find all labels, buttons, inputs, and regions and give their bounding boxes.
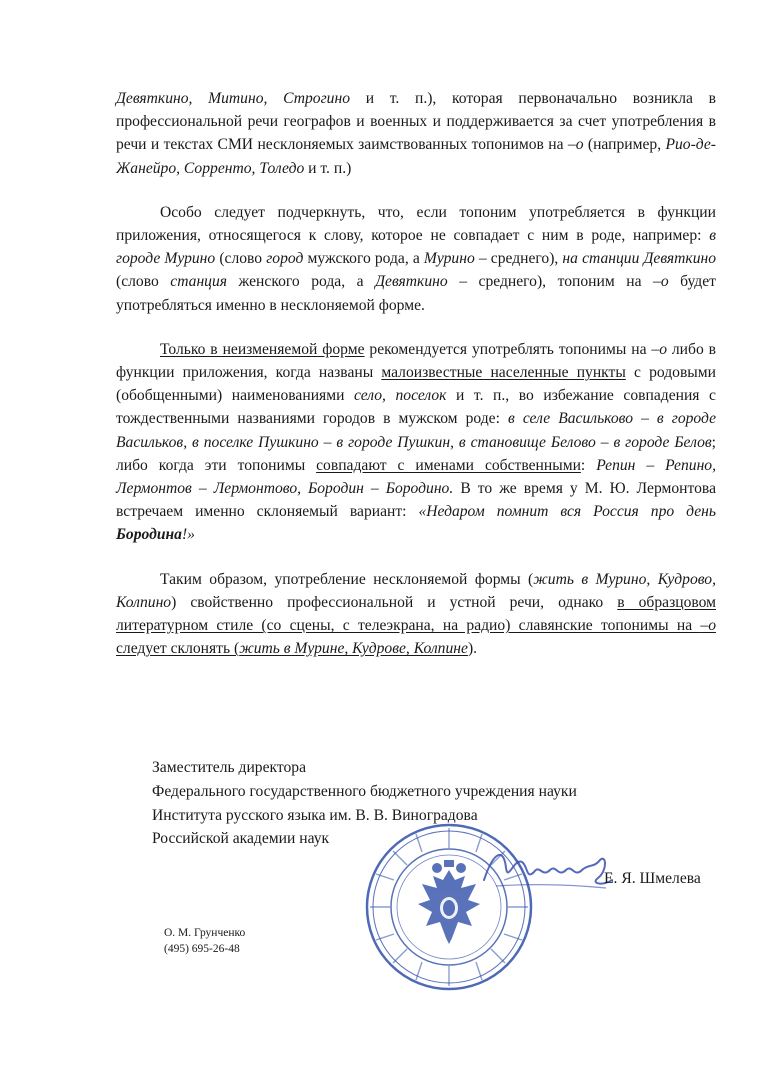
signer-position: Заместитель директора <box>152 759 307 776</box>
handwritten-signature <box>476 840 616 900</box>
paragraph-2: Особо следует подчеркнуть, что, если топоним употребляется в функции приложения, относящегося к слову, которое не совпадает с ним в роде, например: в городе Мурино (слово город мужского рода, а Мурино – среднего), на станции Девяткино (слово станция женского рода, а Девяткино – среднего), топоним на –о будет употребляться именно в несклоняемой форме. <box>116 203 717 314</box>
paragraph-4: Таким образом, употребление несклоняемой формы (жить в Мурино, Кудрово, Колпино) свойственно профессиональной и устной речи, однако в образцовом литературном стиле (со сцены, с телеэкрана, на радио) славянские топонимы на –о следует склонять (жить в Мурине, Кудрове, Колпине). <box>116 570 717 658</box>
institute-line: Института русского языка им. В. В. Виноградова <box>152 806 478 824</box>
organization-line: Федерального государственного бюджетного учреждения науки <box>152 782 577 800</box>
academy-line: Российской академии наук <box>152 830 330 848</box>
signer-name: Е. Я. Шмелева <box>604 870 701 887</box>
contact-info <box>164 925 245 957</box>
paragraph-1: Девяткино, Митино, Строгино и т. п.), которая первоначально возникла в профессиональной речи географов и военных и поддерживается за счет употребления в речи и текстах СМИ несклоняемых заимствованных топонимов на –о (например, Рио-де-Жанейро, Сорренто, Толедо и т. п.) <box>116 90 716 177</box>
letter-body <box>116 87 716 681</box>
contact-name: О. М. Грунченко <box>164 927 246 939</box>
contact-phone: (495) 695-26-48 <box>164 943 240 955</box>
paragraph-3: Только в неизменяемой форме рекомендуется употреблять топонимы на –о либо в функции приложения, когда названы малоизвестные населенные пункты с родовыми (обобщенными) наименованиями село, поселок и т. п., во избежание совпадения с тождественными названиями городов в мужском роде: в селе Васильково – в городе Васильков, в поселке Пушкино – в городе Пушкин, в становище Белово – в городе Белов; либо когда эти топонимы совпадают с именами собственными: Репин – Репино, Лермонтов – Лермонтово, Бородин – Бородино. В то же время у М. Ю. Лермонтова встречаем именно склоняемый вариант: «Недаром помнит вся Россия про день Бородина!» <box>116 340 717 544</box>
